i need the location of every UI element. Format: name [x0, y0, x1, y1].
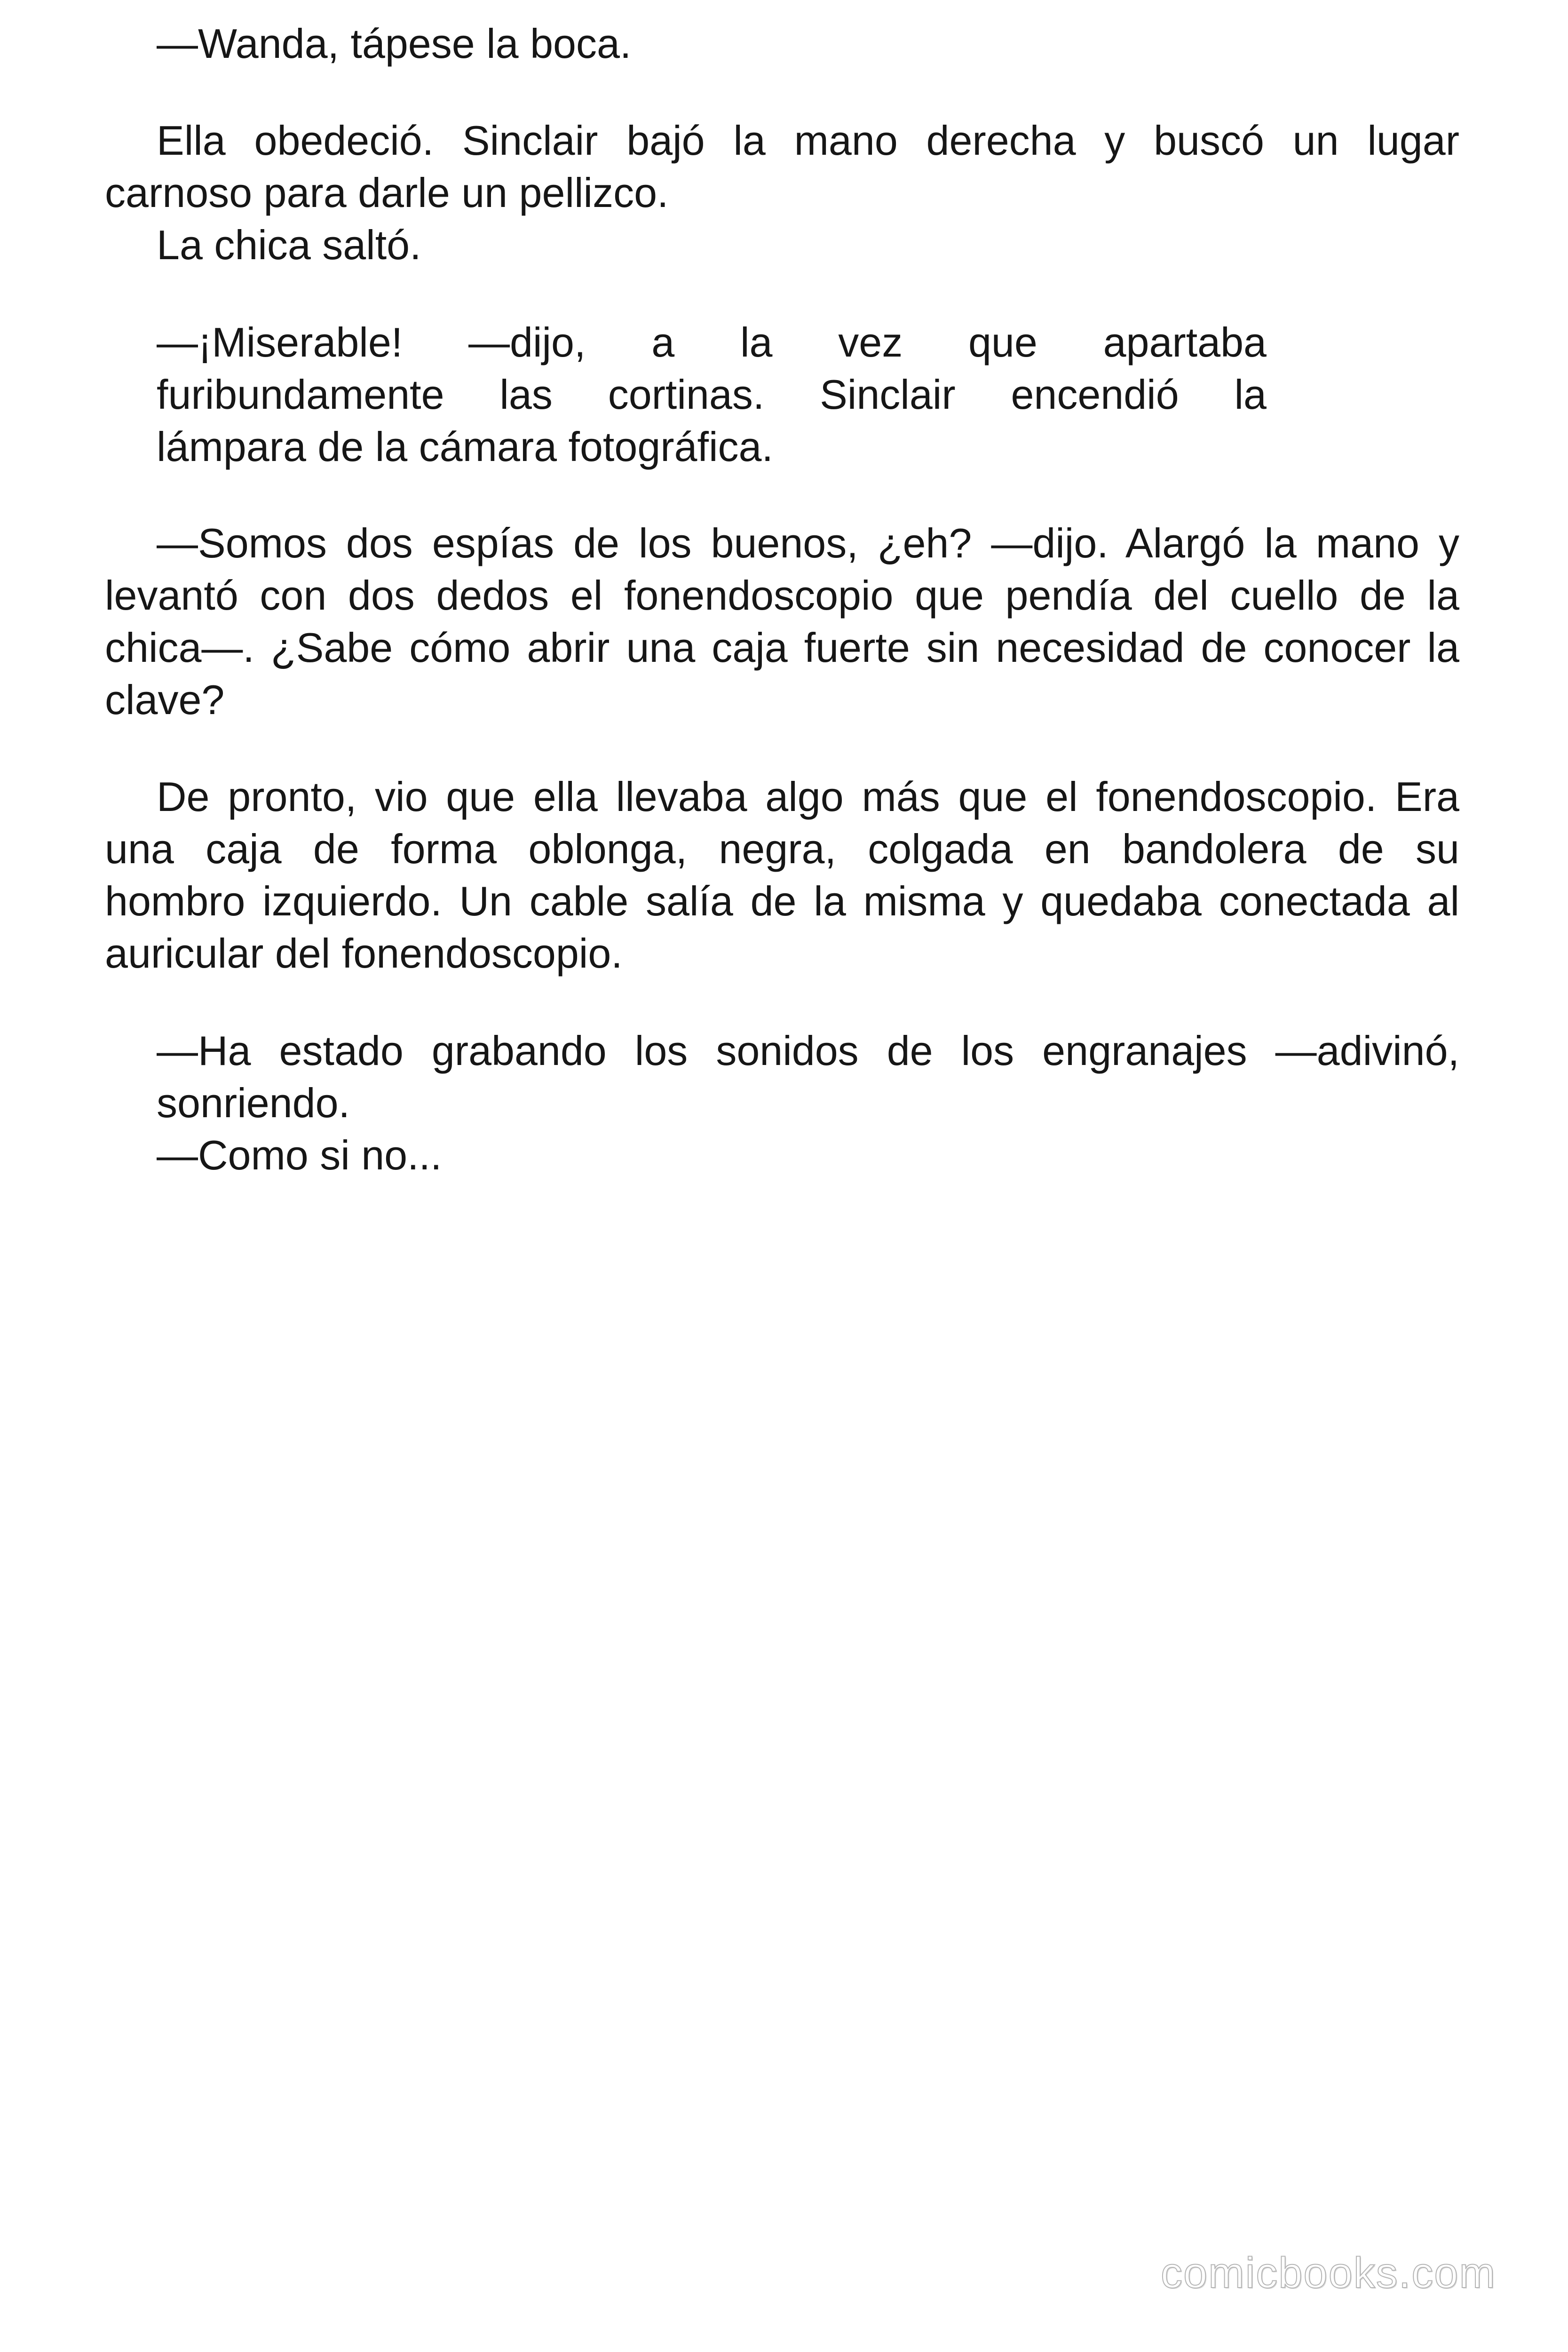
paragraph: [105, 771, 1459, 979]
text-line: auricular del fonendoscopio.: [105, 930, 623, 977]
text-line: —Ha estado grabando los sonidos de los engranajes —adivinó,: [157, 1027, 1459, 1074]
text-line: sonriendo.: [157, 1080, 350, 1126]
paragraph: [157, 316, 1267, 473]
text-line: levantó con dos dedos el fonendoscopio que pendía del cuello de la: [105, 572, 1459, 619]
text-line: —Como si no...: [157, 1132, 442, 1178]
text-line: hombro izquierdo. Un cable salía de la misma y quedaba conectada al: [105, 878, 1459, 924]
paragraph: [105, 1025, 1459, 1181]
text-line: —Wanda, tápese la boca.: [157, 20, 632, 67]
text-line: La chica saltó.: [157, 222, 421, 268]
document-page: [105, 0, 1459, 1181]
text-line: —Somos dos espías de los buenos, ¿eh? —dijo. Alargó la mano y: [157, 520, 1459, 566]
text-line: una caja de forma oblonga, negra, colgada en bandolera de su: [105, 826, 1459, 872]
text-line: chica—. ¿Sabe cómo abrir una caja fuerte sin necesidad de conocer la: [105, 624, 1459, 671]
text-line: carnoso para darle un pellizco.: [105, 169, 669, 216]
text-line: —¡Miserable! —dijo, a la vez que apartaba: [157, 319, 1267, 366]
text-line: furibundamente las cortinas. Sinclair encendió la: [157, 371, 1267, 418]
paragraph: [105, 114, 1459, 271]
text-line: lámpara de la cámara fotográfica.: [157, 423, 773, 470]
text-line: De pronto, vio que ella llevaba algo más que el fonendoscopio. Era: [157, 773, 1459, 820]
paragraph: [105, 517, 1459, 726]
watermark-text: comicbooks.com: [1161, 2249, 1497, 2297]
text-line: clave?: [105, 676, 225, 723]
paragraph: [105, 0, 1459, 70]
text-line: Ella obedeció. Sinclair bajó la mano derecha y buscó un lugar: [157, 117, 1459, 164]
